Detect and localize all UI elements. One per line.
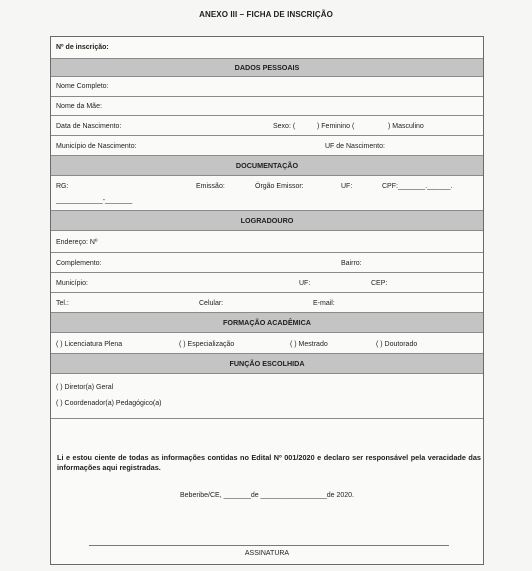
birth-sex-row — [51, 116, 483, 136]
female-checkbox-label[interactable]: ) Feminino ( — [317, 123, 355, 130]
birth-municipality-label[interactable]: Município de Nascimento: — [56, 143, 137, 150]
role-options-row — [51, 374, 483, 419]
academic-options-row — [51, 333, 483, 354]
male-checkbox-label[interactable]: ) Masculino — [388, 123, 424, 130]
section-academic: FORMAÇÃO ACADÊMICA — [51, 313, 483, 333]
mother-name-row[interactable] — [51, 97, 483, 116]
registration-form — [50, 36, 484, 565]
option-especializacao[interactable]: ( ) Especialização — [179, 341, 235, 348]
address-label: Endereço: Nº — [56, 239, 98, 246]
doc-uf-label[interactable]: UF: — [341, 183, 353, 190]
cpf-continuation[interactable]: ____________-_______ — [56, 197, 133, 204]
complement-label[interactable]: Complemento: — [56, 260, 102, 267]
signature-line[interactable] — [89, 545, 449, 546]
option-coordinator[interactable]: ( ) Coordenador(a) Pedagógico(a) — [56, 400, 162, 407]
section-address: LOGRADOURO — [51, 211, 483, 231]
section-role: FUNÇÃO ESCOLHIDA — [51, 354, 483, 374]
declaration-text: Li e estou ciente de todas as informações contidas no Edital Nº 001/2020 e declaro ser responsável pela veracidade das informações aqui registradas. — [57, 453, 481, 472]
registration-number-label: Nº de inscrição: — [56, 44, 109, 51]
birth-uf-label[interactable]: UF de Nascimento: — [325, 143, 385, 150]
place-date-line[interactable]: Beberibe/CE, _______de _________________de 2020. — [180, 492, 354, 499]
issuing-agency-label[interactable]: Órgão Emissor: — [255, 183, 304, 190]
documents-row — [51, 176, 483, 211]
option-doutorado[interactable]: ( ) Doutorado — [376, 341, 418, 348]
municipality-row — [51, 273, 483, 293]
neighborhood-label[interactable]: Bairro: — [341, 260, 362, 267]
option-mestrado[interactable]: ( ) Mestrado — [290, 341, 328, 348]
full-name-row[interactable] — [51, 77, 483, 97]
option-director[interactable]: ( ) Diretor(a) Geral — [56, 384, 114, 391]
mobile-label[interactable]: Celular: — [199, 300, 224, 307]
cep-label[interactable]: CEP: — [371, 280, 388, 287]
contact-row — [51, 293, 483, 313]
birth-date-label[interactable]: Data de Nascimento: — [56, 123, 122, 130]
address-row[interactable] — [51, 231, 483, 253]
section-personal-data: DADOS PESSOAIS — [51, 59, 483, 77]
complement-row — [51, 253, 483, 273]
birthplace-row — [51, 136, 483, 156]
address-uf-label[interactable]: UF: — [299, 280, 311, 287]
issue-date-label[interactable]: Emissão: — [196, 183, 225, 190]
cpf-label[interactable]: CPF:_______.______. — [382, 183, 453, 190]
email-label[interactable]: E-mail: — [313, 300, 335, 307]
signature-label: ASSINATURA — [244, 550, 290, 557]
municipality-label[interactable]: Município: — [56, 280, 88, 287]
option-licenciatura[interactable]: ( ) Licenciatura Plena — [56, 341, 123, 348]
rg-label[interactable]: RG: — [56, 183, 69, 190]
form-title: ANEXO III – FICHA DE INSCRIÇÃO — [199, 10, 333, 19]
full-name-label: Nome Completo: — [56, 83, 109, 90]
phone-label[interactable]: Tel.: — [56, 300, 69, 307]
sex-label: Sexo: ( — [273, 123, 296, 130]
section-documentation: DOCUMENTAÇÃO — [51, 156, 483, 176]
mother-name-label: Nome da Mãe: — [56, 103, 102, 110]
registration-number-row — [51, 37, 483, 59]
